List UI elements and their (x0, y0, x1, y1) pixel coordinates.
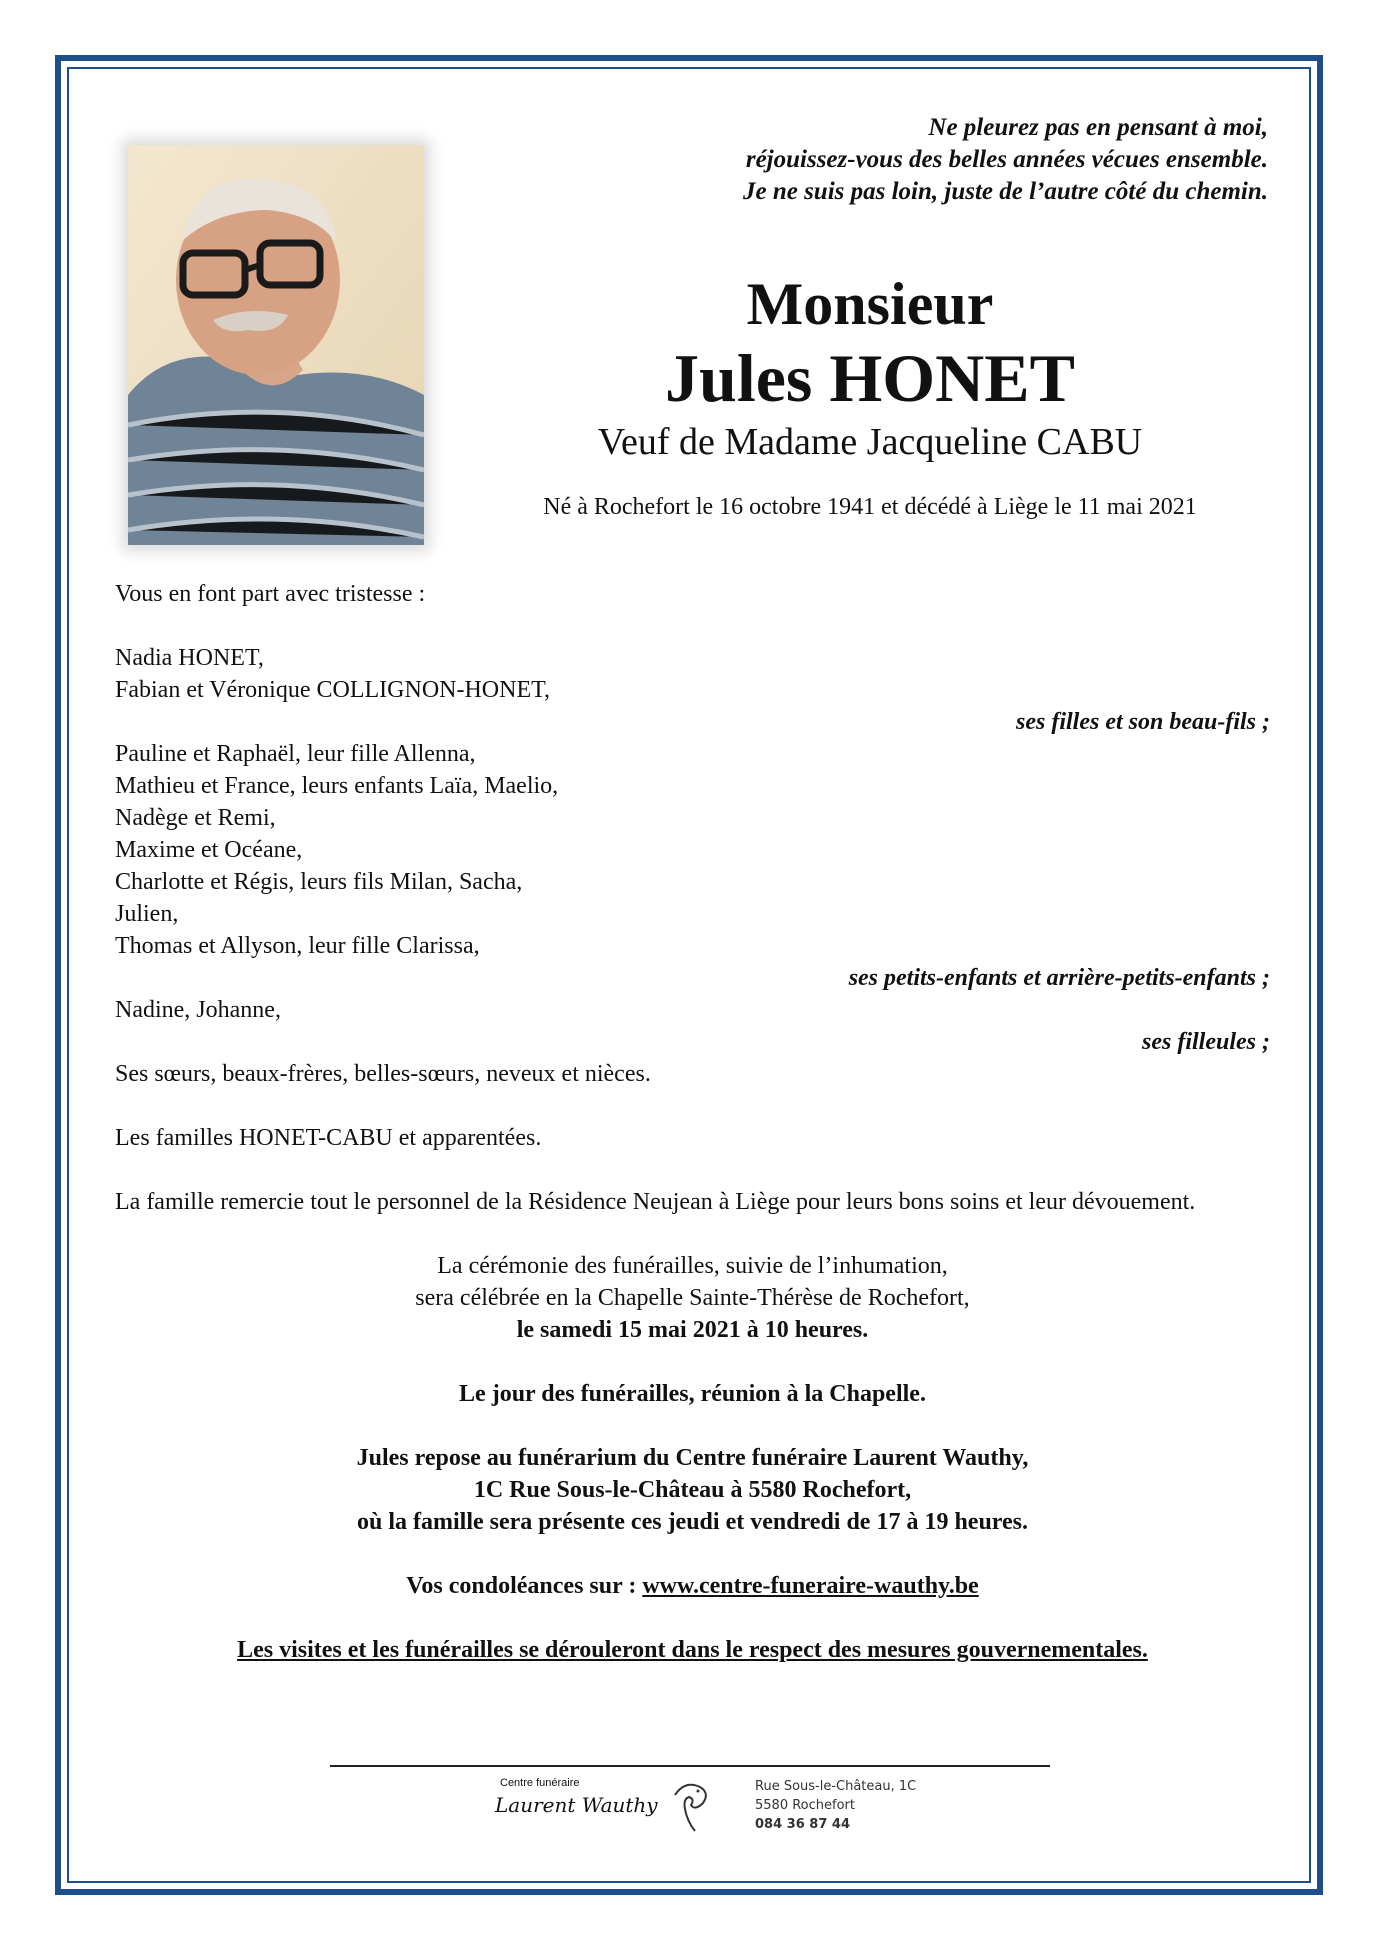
family-member: Nadia HONET, (115, 645, 264, 671)
covid-notice: Les visites et les funérailles se dérouleront dans le respect des mesures gouvernementales. (237, 1637, 1148, 1663)
deceased-name: Jules HONET (665, 340, 1075, 416)
ceremony-date: le samedi 15 mai 2021 à 10 heures. (516, 1317, 869, 1343)
deceased-header (480, 268, 1260, 522)
address-street: Rue Sous-le-Château, 1C (755, 1779, 917, 1794)
logo-caption: Centre funéraire (500, 1777, 580, 1789)
funeral-home-logo (495, 1775, 735, 1835)
announcement-body (115, 578, 1270, 1666)
repose-address: 1C Rue Sous-le-Château à 5580 Rochefort, (473, 1477, 912, 1503)
condolences-link[interactable]: www.centre-funeraire-wauthy.be (642, 1573, 979, 1599)
family-member: Nadine, Johanne, (115, 997, 281, 1023)
quote-line: Je ne suis pas loin, juste de l’autre côté du chemin. (742, 178, 1268, 205)
quote-line: Ne pleurez pas en pensant à moi, (928, 114, 1268, 141)
portrait-photo (128, 145, 424, 545)
repose-hours: où la famille sera présente ces jeudi et vendredi de 17 à 19 heures. (356, 1509, 1029, 1535)
family-member: Thomas et Allyson, leur fille Clarissa, (115, 933, 480, 959)
thanks-paragraph: La famille remercie tout le personnel de la Résidence Neujean à Liège pour leurs bons soins et leur dévouement. (115, 1189, 1196, 1215)
ceremony-line: sera célébrée en la Chapelle Sainte-Thérèse de Rochefort, (415, 1285, 970, 1311)
ceremony-line: La cérémonie des funérailles, suivie de l’inhumation, (437, 1253, 948, 1279)
siblings-line: Ses sœurs, beaux-frères, belles-sœurs, neveux et nièces. (115, 1061, 651, 1087)
honorific: Monsieur (746, 271, 994, 337)
meeting-line: Le jour des funérailles, réunion à la Chapelle. (459, 1381, 926, 1407)
spouse-line: Veuf de Madame Jacqueline CABU (597, 421, 1143, 463)
condolences-label: Vos condoléances sur : (406, 1573, 637, 1599)
phone-number: 084 36 87 44 (755, 1817, 850, 1832)
family-member: Mathieu et France, leurs enfants Laïa, Maelio, (115, 773, 559, 799)
footer-address (755, 1777, 916, 1834)
quote-line: réjouissez-vous des belles années vécues ensemble. (745, 146, 1268, 173)
relation-label: ses filleules ; (1142, 1029, 1270, 1055)
repose-line: Jules repose au funérarium du Centre funéraire Laurent Wauthy, (356, 1445, 1029, 1471)
logo-name: Laurent Wauthy (495, 1793, 658, 1817)
relation-label: ses filles et son beau-fils ; (1016, 709, 1270, 735)
family-member: Pauline et Raphaël, leur fille Allenna, (115, 741, 476, 767)
family-member: Maxime et Océane, (115, 837, 303, 863)
announcement-intro: Vous en font part avec tristesse : (115, 581, 426, 607)
family-member: Julien, (115, 901, 179, 927)
family-member: Nadège et Remi, (115, 805, 276, 831)
footer-divider (330, 1765, 1050, 1767)
family-member: Charlotte et Régis, leurs fils Milan, Sacha, (115, 869, 523, 895)
relation-label: ses petits-enfants et arrière-petits-enfants ; (848, 965, 1270, 991)
bird-icon (665, 1775, 715, 1835)
epitaph-quote (568, 112, 1268, 208)
birth-death-dates: Né à Rochefort le 16 octobre 1941 et décédé à Liège le 11 mai 2021 (543, 494, 1197, 520)
family-member: Fabian et Véronique COLLIGNON-HONET, (115, 677, 551, 703)
condolences-line (115, 1570, 1270, 1602)
address-city: 5580 Rochefort (755, 1798, 855, 1813)
families-line: Les familles HONET-CABU et apparentées. (115, 1125, 542, 1151)
